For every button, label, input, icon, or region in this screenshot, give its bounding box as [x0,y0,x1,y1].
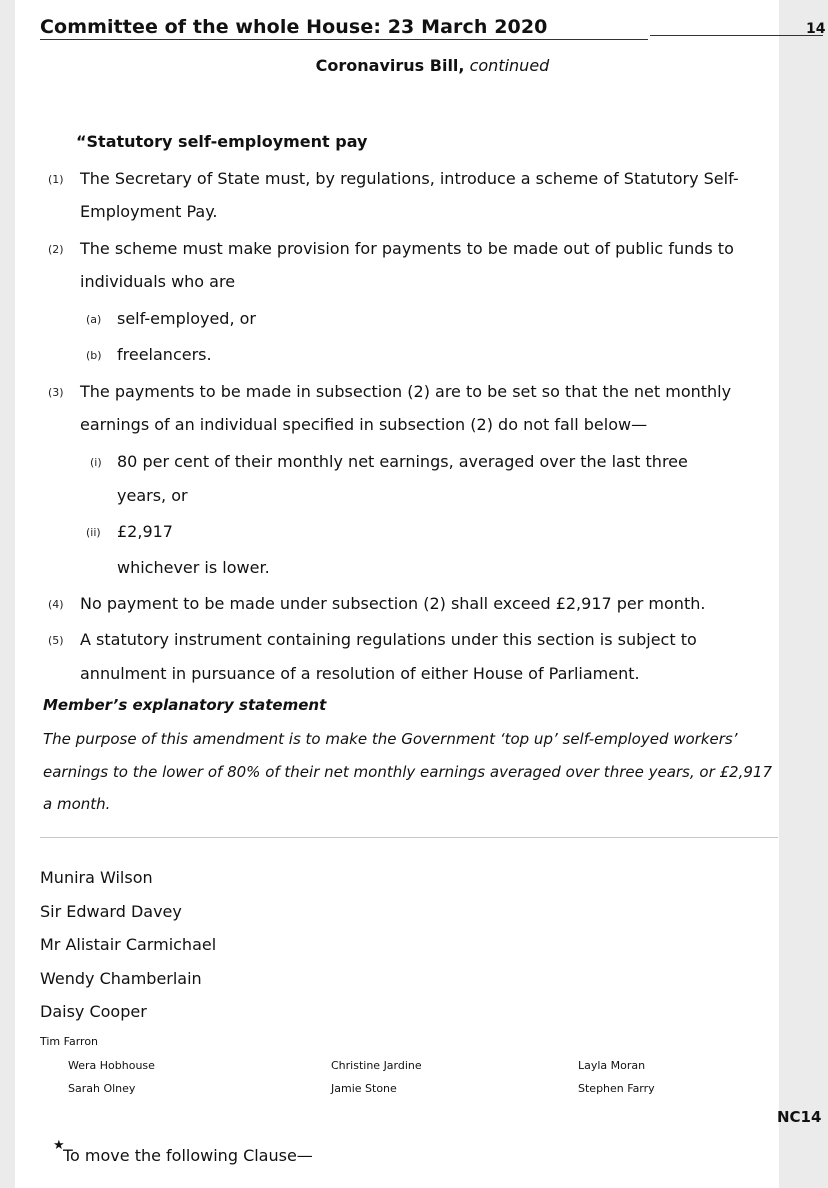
paragraph-line: self-employed, or [117,309,256,328]
member-name: Sir Edward Davey [40,902,182,921]
supporter-name: Sarah Olney [68,1082,136,1095]
paragraph-number: (ii) [86,526,101,539]
section-divider [40,837,778,838]
amendment-id: NC14 [777,1108,822,1126]
paragraph-number: (i) [90,456,102,469]
member-name: Munira Wilson [40,868,153,887]
supporter-name: Jamie Stone [331,1082,397,1095]
subsection-number: (4) [48,598,64,611]
subsection-line: The Secretary of State must, by regulations, introduce a scheme of Statutory Self- [80,169,739,188]
move-clause-text: To move the following Clause— [63,1146,313,1165]
header-underline [40,39,648,40]
paragraph-number: (b) [86,349,102,362]
running-head-continued: continued [469,56,550,75]
supporter-name: Stephen Farry [578,1082,655,1095]
star-icon: ★ [53,1138,65,1153]
subsection-number: (3) [48,386,64,399]
subsection-line: No payment to be made under subsection (2) shall exceed £2,917 per month. [80,594,706,613]
subsection-line: individuals who are [80,272,236,291]
paragraph-line: whichever is lower. [117,558,270,577]
subsection-line: Employment Pay. [80,202,218,221]
subsection-line: The scheme must make provision for payments to be made out of public funds to [80,239,734,258]
left-margin-strip [0,0,15,1188]
subsection-number: (1) [48,173,64,186]
running-head-bill: Coronavirus Bill, [315,56,465,75]
supporter-name: Wera Hobhouse [68,1059,155,1072]
header-rule-right [650,35,823,36]
explanatory-statement-heading: Member’s explanatory statement [43,696,327,714]
explanatory-statement-line: a month. [43,795,111,813]
member-name: Wendy Chamberlain [40,969,202,988]
subsection-line: earnings of an individual specified in subsection (2) do not fall below— [80,415,648,434]
subsection-line: A statutory instrument containing regulations under this section is subject to [80,630,697,649]
explanatory-statement-line: The purpose of this amendment is to make the Government ‘top up’ self-employed workers’ [43,730,738,748]
member-name: Daisy Cooper [40,1002,147,1021]
paragraph-line: £2,917 [117,522,173,541]
paragraph-line: 80 per cent of their monthly net earnings, averaged over the last three [117,452,688,471]
paragraph-line: freelancers. [117,345,212,364]
page-title: Committee of the whole House: 23 March 2020 [40,16,548,38]
supporter-name: Christine Jardine [331,1059,422,1072]
clause-heading: “Statutory self-employment pay [76,132,368,151]
supporter-name: Layla Moran [578,1059,646,1072]
explanatory-statement-line: earnings to the lower of 80% of their net monthly earnings averaged over three years, or £2,917 [43,763,773,781]
subsection-line: annulment in pursuance of a resolution of either House of Parliament. [80,664,640,683]
subsection-number: (2) [48,243,64,256]
member-name: Mr Alistair Carmichael [40,935,217,954]
subsection-line: The payments to be made in subsection (2) are to be set so that the net monthly [80,382,732,401]
subsection-number: (5) [48,634,64,647]
paragraph-number: (a) [86,313,102,326]
running-head [0,56,828,75]
supporter-name: Tim Farron [40,1035,99,1048]
paragraph-line: years, or [117,486,188,505]
right-margin-strip [779,0,828,1188]
page-number: 14 [806,21,826,37]
